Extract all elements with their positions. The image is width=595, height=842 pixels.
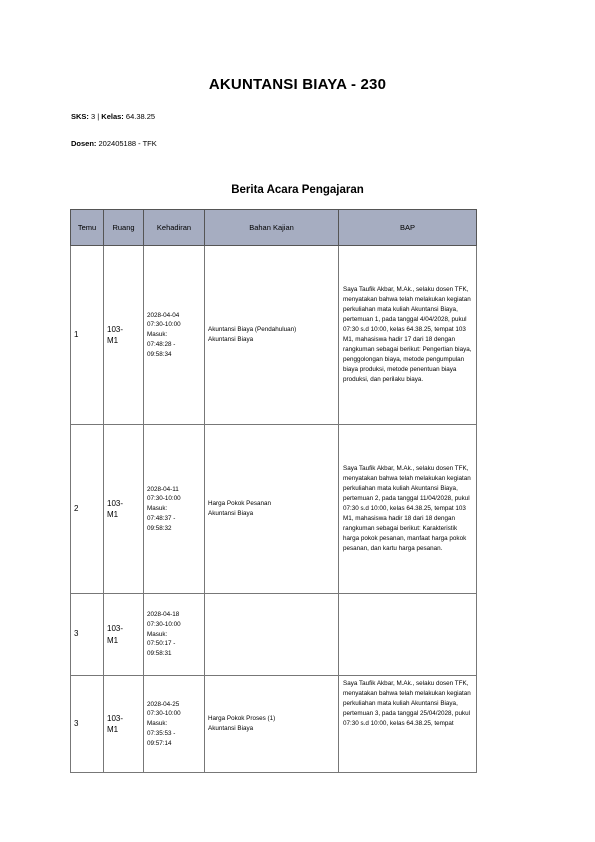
kehadiran-cell: 2028-04-04 07:30-10:00 Masuk: 07:48:28 - 09:58:34 (144, 246, 205, 425)
temu-cell: 1 (71, 246, 104, 425)
header-kehadiran: Kehadiran (144, 210, 205, 246)
temu-cell: 3 (71, 594, 104, 676)
bap-cell: Saya Taufik Akbar, M.Ak., selaku dosen TFK, menyatakan bahwa telah melakukan kegiatan perkuliahan mata kuliah Akuntansi Biaya, pertemuan 3, pada tanggal 25/04/2028, pukul 07:30 s.d 10:00, kelas 64.38.25, tempat (339, 676, 477, 773)
header-ruang: Ruang (104, 210, 144, 246)
temu-cell: 3 (71, 676, 104, 773)
bahan-kajian-cell: Harga Pokok Pesanan Akuntansi Biaya (205, 425, 339, 594)
temu-cell: 2 (71, 425, 104, 594)
table-header-row (71, 210, 477, 246)
ruang-cell: 103- M1 (104, 594, 144, 676)
table-row (71, 676, 477, 773)
sks-value: 3 | (88, 112, 102, 121)
bahan-kajian-cell: Harga Pokok Proses (1) Akuntansi Biaya (205, 676, 339, 773)
header-bahan-kajian: Bahan Kajian (205, 210, 339, 246)
bahan-kajian-cell: Akuntansi Biaya (Pendahuluan) Akuntansi Biaya (205, 246, 339, 425)
bahan-kajian-cell (205, 594, 339, 676)
sks-label: SKS: (71, 112, 89, 121)
ruang-cell: 103- M1 (104, 425, 144, 594)
kehadiran-cell: 2028-04-11 07:30-10:00 Masuk: 07:48:37 - 09:58:32 (144, 425, 205, 594)
section-title: Berita Acara Pengajaran (231, 184, 364, 196)
kehadiran-cell: 2028-04-25 07:30-10:00 Masuk: 07:35:53 - 09:57:14 (144, 676, 205, 773)
bap-cell (339, 594, 477, 676)
bap-cell: Saya Taufik Akbar, M.Ak., selaku dosen TFK, menyatakan bahwa telah melakukan kegiatan perkuliahan mata kuliah Akuntansi Biaya, pertemuan 1, pada tanggal 4/04/2028, pukul 07:30 s.d 10:00, kelas 64.38.25, tempat 103 M1, mahasiswa hadir 17 dari 18 dengan rangkuman sebagai berikut: Pengertian biaya, penggolongan biaya, metode pengumpulan biaya produksi, metode penentuan biaya produksi, dan perilaku biaya. (339, 246, 477, 425)
kelas-value: 64.38.25 (123, 112, 156, 121)
kehadiran-cell: 2028-04-18 07:30-10:00 Masuk: 07:50:17 - 09:58:31 (144, 594, 205, 676)
ruang-cell: 103- M1 (104, 246, 144, 425)
table-row (71, 425, 477, 594)
bap-table (70, 209, 477, 773)
bap-cell: Saya Taufik Akbar, M.Ak., selaku dosen TFK, menyatakan bahwa telah melakukan kegiatan perkuliahan mata kuliah Akuntansi Biaya, pertemuan 2, pada tanggal 11/04/2028, pukul 07:30 s.d 10:00, kelas 64.38.25, tempat 103 M1, mahasiswa hadir 18 dari 18 dengan rangkuman sebagai berikut: Karakteristik harga pokok pesanan, manfaat harga pokok pesanan, dan kartu harga pesanan. (339, 425, 477, 594)
lecturer-info (71, 139, 157, 148)
dosen-value: 202405188 - TFK (96, 139, 157, 148)
course-info (71, 112, 155, 121)
document-title: AKUNTANSI BIAYA - 230 (208, 76, 387, 93)
kelas-label: Kelas: (101, 112, 124, 121)
table-row (71, 246, 477, 425)
table-row (71, 594, 477, 676)
header-bap: BAP (339, 210, 477, 246)
header-temu: Temu (71, 210, 104, 246)
ruang-cell: 103- M1 (104, 676, 144, 773)
dosen-label: Dosen: (71, 139, 97, 148)
